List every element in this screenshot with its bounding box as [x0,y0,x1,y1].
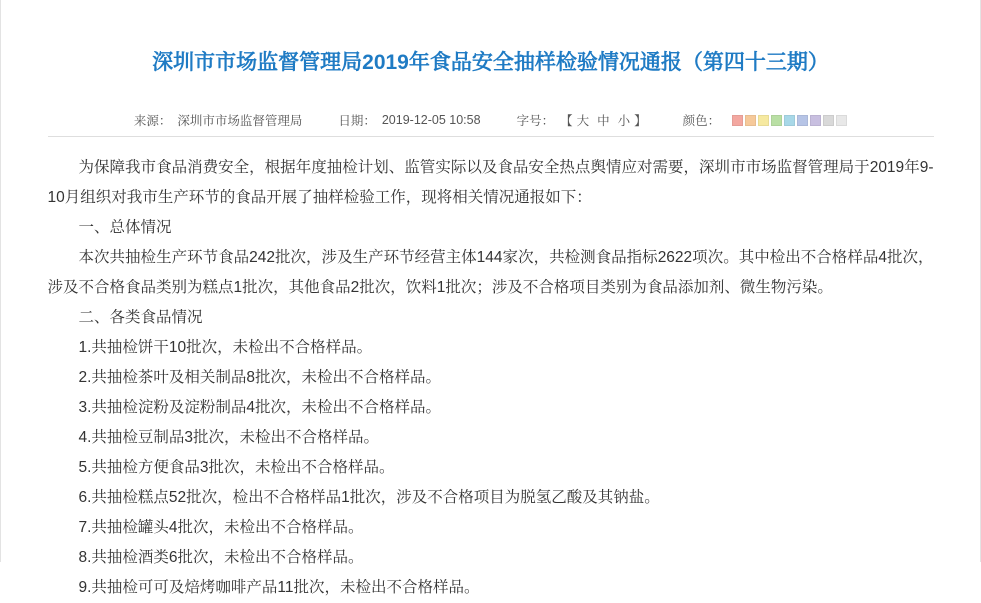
font-size-label: 字号： [516,114,555,129]
color-swatch[interactable] [745,115,756,126]
list-item: 4.共抽检豆制品3批次，未检出不合格样品。 [78,429,380,447]
list-item: 1.共抽检饼干10批次，未检出不合格样品。 [78,339,373,357]
source-label: 来源： [133,114,172,129]
section-heading: 一、总体情况 [78,219,172,237]
meta-inner [134,111,847,129]
font-size-medium-button[interactable]: 中 [597,114,610,129]
color-swatch[interactable] [823,115,834,126]
document-meta-bar [48,104,934,136]
color-swatch[interactable] [810,115,821,126]
font-size-control [517,111,647,129]
page-title: 深圳市市场监督管理局2019年食品安全抽样检验情况通报（第四十三期） [152,51,829,75]
source-value: 深圳市市场监督管理局 [177,114,303,129]
paragraph: 本次共抽检生产环节食品242批次，涉及生产环节经营主体144家次，共检测食品指标2622项次。其中检出不合格样品4批次，涉及不合格食品类别为糕点1批次，其他食品2批次，饮料1批次；涉及不合格项目类别为食品添加剂、微生物污染。 [47,249,934,297]
color-swatch[interactable] [797,115,808,126]
list-item: 9.共抽检可可及焙烤咖啡产品11批次，未检出不合格样品。 [78,579,480,597]
font-size-small-button[interactable]: 小 [617,114,631,129]
list-item: 5.共抽检方便食品3批次，未检出不合格样品。 [78,459,395,477]
date-label: 日期： [338,114,376,129]
color-swatch-list [732,115,847,126]
document-content [48,0,934,603]
color-swatch[interactable] [784,115,795,126]
list-item: 3.共抽检淀粉及淀粉制品4批次，未检出不合格样品。 [78,399,442,417]
date-value: 2019-12-05 10:58 [381,113,481,128]
color-swatch[interactable] [758,115,769,126]
list-item: 8.共抽检酒类6批次，未检出不合格样品。 [78,549,364,567]
color-control [683,111,848,129]
bracket-open: 【 [560,114,573,129]
color-swatch[interactable] [732,115,743,126]
meta-source [134,111,303,129]
document-body [48,137,934,603]
color-label: 颜色： [682,114,721,129]
list-item: 7.共抽检罐头4批次，未检出不合格样品。 [78,519,364,537]
meta-date [338,111,480,129]
paragraph: 为保障我市食品消费安全，根据年度抽检计划、监管实际以及食品安全热点舆情应对需要，深圳市市场监督管理局于2019年9-10月组织对我市生产环节的食品开展了抽样检验工作，现将相关情况通报如下： [47,159,934,207]
font-size-large-button[interactable]: 大 [576,114,590,129]
section-heading: 二、各类食品情况 [78,309,203,327]
color-swatch[interactable] [771,115,782,126]
list-item: 6.共抽检糕点52批次，检出不合格样品1批次，涉及不合格项目为脱氢乙酸及其钠盐。 [78,489,660,507]
color-swatch[interactable] [836,115,847,126]
list-item: 2.共抽检茶叶及相关制品8批次，未检出不合格样品。 [78,369,442,387]
bracket-close: 】 [634,114,647,129]
